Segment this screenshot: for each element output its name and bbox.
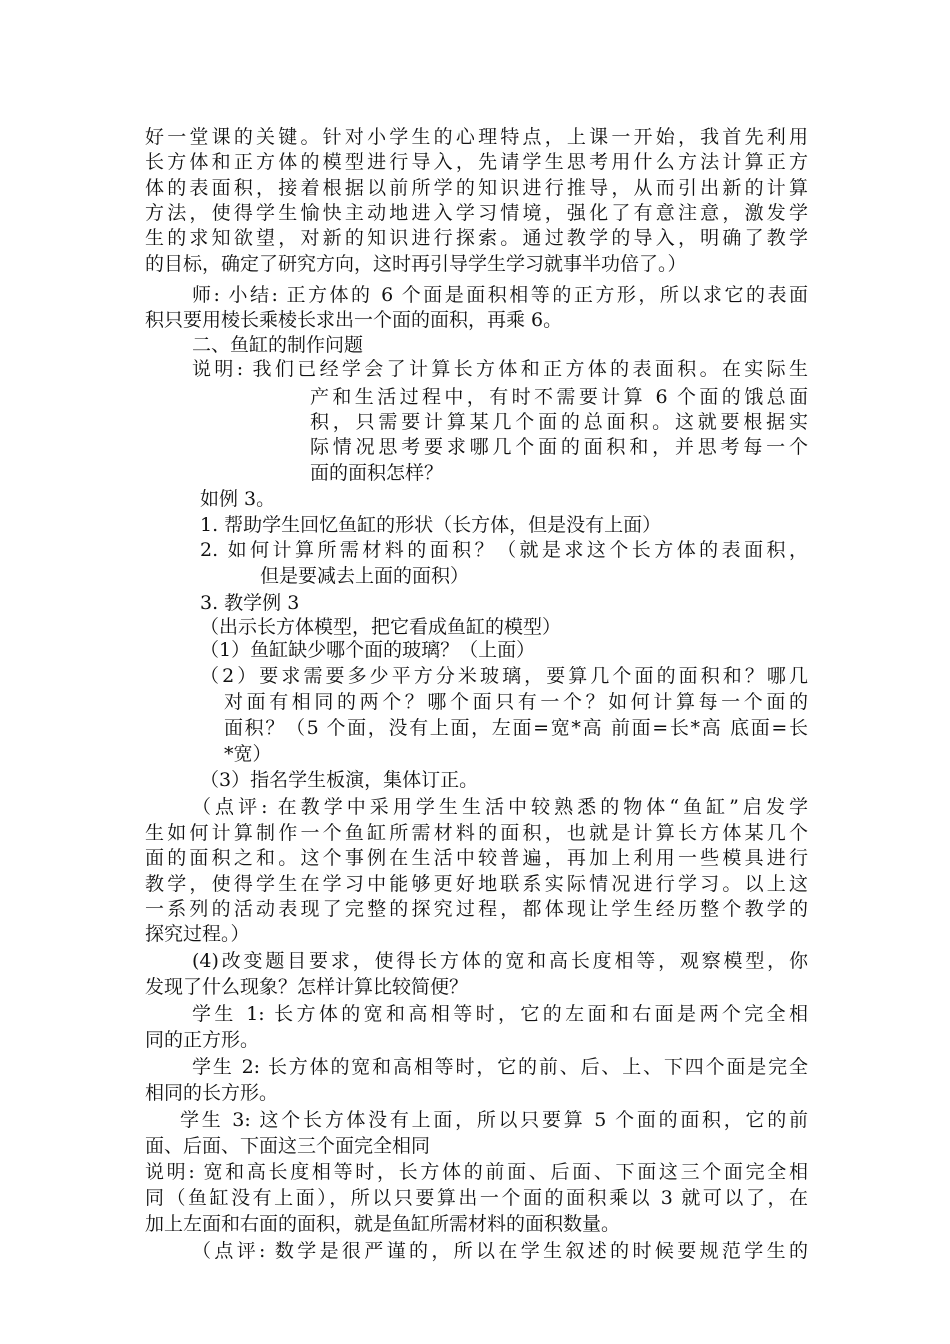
text-line: 一系列的活动表现了完整的探究过程，都体现让学生经历整个教学的 xyxy=(145,898,808,920)
text-line: 说明: 我们已经学会了计算长方体和正方体的表面积。在实际生 xyxy=(192,358,808,380)
text-line: 发现了什么现象？怎样计算比较简便？ xyxy=(145,976,469,998)
text-line: 积只要用棱长乘棱长求出一个面的面积，再乘 6。 xyxy=(145,309,563,331)
text-line: 面、后面、下面这三个面完全相同 xyxy=(145,1135,431,1157)
text-line: 生如何计算制作一个鱼缸所需材料的面积，也就是计算长方体某几个 xyxy=(145,822,808,844)
text-line: 如例 3。 xyxy=(200,488,276,510)
list-item: 1. 帮助学生回忆鱼缸的形状（长方体，但是没有上面） xyxy=(200,514,662,536)
text-line: （点评: 在教学中采用学生生活中较熟悉的物体“鱼缸”启发学 xyxy=(192,796,808,818)
list-item: （1）鱼缸缺少哪个面的玻璃？（上面） xyxy=(200,639,536,661)
text-line: 探究过程。） xyxy=(145,923,250,945)
text-line: 同的正方形。 xyxy=(145,1029,260,1051)
text-line: 体的表面积，接着根据以前所学的知识进行推导，从而引出新的计算 xyxy=(145,177,808,199)
text-line: 对面有相同的两个？哪个面只有一个？如何计算每一个面的 xyxy=(224,691,808,713)
text-line: 但是要减去上面的面积） xyxy=(260,565,470,587)
text-line: 面积？（5 个面，没有上面，左面=宽*高 前面=长*高 底面=长 xyxy=(224,717,808,739)
text-line: 积，只需要计算某几个面的总面积。这就要根据实 xyxy=(310,411,808,433)
text-line: 学生 1: 长方体的宽和高相等时，它的左面和右面是两个完全相 xyxy=(192,1003,808,1025)
text-line: （点评: 数学是很严谨的，所以在学生叙述的时候要规范学生的 xyxy=(192,1240,808,1262)
text-line: 相同的长方形。 xyxy=(145,1082,279,1104)
section-heading: 二、鱼缸的制作问题 xyxy=(192,334,364,356)
list-item: （2）要求需要多少平方分米玻璃，要算几个面的面积和？哪几 xyxy=(200,665,808,687)
text-line: 方法，使得学生愉快主动地进入学习情境，强化了有意注意，激发学 xyxy=(145,202,808,224)
text-line: 生的求知欲望，对新的知识进行探索。通过教学的导入，明确了教学 xyxy=(145,227,808,249)
list-item: （3）指名学生板演，集体订正。 xyxy=(200,769,479,791)
text-line: 教学，使得学生在学习中能够更好地联系实际情况进行学习。以上这 xyxy=(145,873,808,895)
text-line: 际情况思考要求哪几个面的面积和，并思考每一个 xyxy=(310,436,808,458)
text-line: 同（鱼缸没有上面），所以只要算出一个面的面积乘以 3 就可以了，在 xyxy=(145,1187,808,1209)
text-line: 学生 2: 长方体的宽和高相等时，它的前、后、上、下四个面是完全 xyxy=(192,1056,808,1078)
text-line: 师: 小结: 正方体的 6 个面是面积相等的正方形，所以求它的表面 xyxy=(192,284,808,306)
text-line: 长方体和正方体的模型进行导入，先请学生思考用什么方法计算正方 xyxy=(145,151,808,173)
text-line: 产和生活过程中，有时不需要计算 6 个面的饿总面 xyxy=(310,386,808,408)
text-line: 面的面积怎样？ xyxy=(310,462,444,484)
text-line: （出示长方体模型，把它看成鱼缸的模型） xyxy=(200,616,562,638)
text-line: 学生 3: 这个长方体没有上面，所以只要算 5 个面的面积，它的前 xyxy=(180,1109,808,1131)
text-line: 说明: 宽和高长度相等时，长方体的前面、后面、下面这三个面完全相 xyxy=(145,1161,808,1183)
text-line: 的目标，确定了研究方向，这时再引导学生学习就事半功倍了。） xyxy=(145,253,687,275)
text-line: 加上左面和右面的面积，就是鱼缸所需材料的面积数量。 xyxy=(145,1213,621,1235)
text-line: 好一堂课的关键。针对小学生的心理特点，上课一开始，我首先利用 xyxy=(145,126,808,148)
text-line: 面的面积之和。这个事例在生活中较普遍，再加上利用一些模具进行 xyxy=(145,847,808,869)
text-line: (4)改变题目要求，使得长方体的宽和高长度相等，观察模型，你 xyxy=(192,950,808,972)
text-line: *宽） xyxy=(224,743,272,765)
list-item: 2. 如何计算所需材料的面积？（就是求这个长方体的表面积， xyxy=(200,539,808,561)
list-item: 3. 教学例 3 xyxy=(200,592,300,614)
